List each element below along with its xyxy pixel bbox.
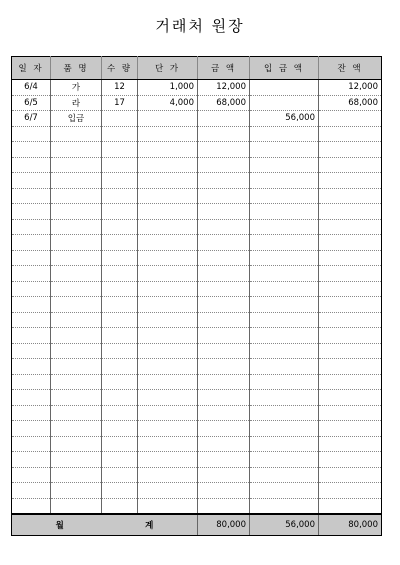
cell-item (51, 467, 102, 483)
table-row (12, 142, 382, 158)
cell-deposit (250, 405, 319, 421)
table-row (12, 498, 382, 514)
cell-deposit (250, 95, 319, 111)
cell-amount (198, 343, 250, 359)
cell-date (12, 250, 51, 266)
table-row (12, 452, 382, 468)
cell-price (138, 157, 198, 173)
table-row (12, 188, 382, 204)
cell-deposit (250, 126, 319, 142)
cell-deposit (250, 359, 319, 375)
cell-amount (198, 498, 250, 514)
cell-date (12, 405, 51, 421)
cell-item (51, 436, 102, 452)
table-row (12, 235, 382, 251)
cell-item (51, 390, 102, 406)
page-title: 거래처 원장 (155, 17, 245, 35)
cell-date (12, 173, 51, 189)
cell-balance (319, 126, 382, 142)
cell-amount (198, 405, 250, 421)
cell-balance (319, 452, 382, 468)
table-row (12, 126, 382, 142)
cell-price (138, 436, 198, 452)
total-amount: 80,000 (198, 514, 250, 536)
cell-deposit (250, 235, 319, 251)
cell-item: 가 (51, 80, 102, 96)
table-row (12, 219, 382, 235)
table-row (12, 111, 382, 127)
cell-qty (102, 235, 138, 251)
cell-amount (198, 436, 250, 452)
cell-item (51, 343, 102, 359)
cell-deposit (250, 281, 319, 297)
cell-balance (319, 173, 382, 189)
cell-deposit (250, 204, 319, 220)
cell-price (138, 390, 198, 406)
cell-date (12, 219, 51, 235)
table-row (12, 436, 382, 452)
cell-date (12, 297, 51, 313)
cell-amount (198, 204, 250, 220)
cell-item: 라 (51, 95, 102, 111)
cell-balance (319, 328, 382, 344)
cell-amount (198, 312, 250, 328)
cell-item (51, 235, 102, 251)
cell-item (51, 142, 102, 158)
cell-balance (319, 111, 382, 127)
cell-balance (319, 250, 382, 266)
cell-deposit (250, 142, 319, 158)
cell-amount (198, 281, 250, 297)
cell-amount (198, 157, 250, 173)
cell-deposit (250, 328, 319, 344)
cell-amount (198, 390, 250, 406)
cell-item (51, 157, 102, 173)
cell-balance (319, 188, 382, 204)
cell-price (138, 219, 198, 235)
table-row (12, 173, 382, 189)
cell-item (51, 204, 102, 220)
cell-amount (198, 111, 250, 127)
cell-amount (198, 266, 250, 282)
total-balance: 80,000 (319, 514, 382, 536)
cell-balance (319, 312, 382, 328)
cell-price: 1,000 (138, 80, 198, 96)
cell-amount (198, 297, 250, 313)
cell-qty: 12 (102, 80, 138, 96)
cell-balance: 12,000 (319, 80, 382, 96)
cell-balance (319, 142, 382, 158)
cell-deposit (250, 483, 319, 499)
cell-deposit (250, 297, 319, 313)
cell-price (138, 266, 198, 282)
cell-balance (319, 374, 382, 390)
cell-item: 입금 (51, 111, 102, 127)
cell-balance: 68,000 (319, 95, 382, 111)
cell-date: 6/4 (12, 80, 51, 96)
cell-amount (198, 142, 250, 158)
cell-amount: 12,000 (198, 80, 250, 96)
cell-qty: 17 (102, 95, 138, 111)
cell-price (138, 343, 198, 359)
cell-qty (102, 188, 138, 204)
table-row (12, 204, 382, 220)
cell-qty (102, 343, 138, 359)
header-qty: 수 량 (102, 57, 138, 80)
cell-date (12, 188, 51, 204)
cell-amount: 68,000 (198, 95, 250, 111)
cell-price (138, 188, 198, 204)
cell-balance (319, 359, 382, 375)
ledger-body (12, 80, 382, 515)
cell-balance (319, 405, 382, 421)
cell-date (12, 266, 51, 282)
cell-item (51, 126, 102, 142)
table-row (12, 297, 382, 313)
table-row (12, 328, 382, 344)
cell-deposit (250, 173, 319, 189)
table-row (12, 421, 382, 437)
cell-price (138, 328, 198, 344)
total-label-right: 계 (145, 521, 154, 531)
cell-balance (319, 219, 382, 235)
cell-date (12, 312, 51, 328)
table-row (12, 390, 382, 406)
cell-date (12, 157, 51, 173)
cell-balance (319, 281, 382, 297)
cell-date (12, 498, 51, 514)
cell-deposit (250, 467, 319, 483)
total-label-left: 월 (55, 521, 64, 531)
cell-balance (319, 483, 382, 499)
cell-deposit (250, 452, 319, 468)
cell-price (138, 297, 198, 313)
cell-item (51, 281, 102, 297)
cell-date (12, 436, 51, 452)
cell-deposit (250, 390, 319, 406)
cell-balance (319, 204, 382, 220)
cell-qty (102, 498, 138, 514)
cell-amount (198, 173, 250, 189)
total-row (12, 514, 382, 536)
cell-item (51, 250, 102, 266)
cell-date (12, 235, 51, 251)
cell-price (138, 111, 198, 127)
cell-date (12, 359, 51, 375)
cell-price (138, 421, 198, 437)
cell-item (51, 421, 102, 437)
cell-date (12, 328, 51, 344)
cell-balance (319, 235, 382, 251)
cell-deposit (250, 266, 319, 282)
table-row (12, 343, 382, 359)
cell-date (12, 204, 51, 220)
cell-price (138, 173, 198, 189)
cell-item (51, 498, 102, 514)
header-balance: 잔 액 (319, 57, 382, 80)
cell-amount (198, 188, 250, 204)
cell-amount (198, 452, 250, 468)
cell-balance (319, 297, 382, 313)
cell-date (12, 126, 51, 142)
cell-price (138, 250, 198, 266)
cell-item (51, 374, 102, 390)
cell-amount (198, 328, 250, 344)
table-row (12, 250, 382, 266)
cell-deposit (250, 498, 319, 514)
header-deposit: 입 금 액 (250, 57, 319, 80)
cell-amount (198, 421, 250, 437)
cell-qty (102, 359, 138, 375)
cell-price (138, 126, 198, 142)
table-row (12, 281, 382, 297)
cell-qty (102, 281, 138, 297)
cell-balance (319, 266, 382, 282)
table-row (12, 157, 382, 173)
cell-price (138, 405, 198, 421)
cell-item (51, 188, 102, 204)
cell-balance (319, 390, 382, 406)
cell-price (138, 235, 198, 251)
cell-deposit (250, 312, 319, 328)
cell-qty (102, 297, 138, 313)
table-row (12, 312, 382, 328)
cell-qty (102, 142, 138, 158)
header-date: 일 자 (12, 57, 51, 80)
cell-date (12, 281, 51, 297)
cell-amount (198, 374, 250, 390)
header-row (12, 57, 382, 80)
cell-amount (198, 359, 250, 375)
cell-amount (198, 219, 250, 235)
cell-deposit (250, 343, 319, 359)
cell-balance (319, 467, 382, 483)
cell-balance (319, 343, 382, 359)
cell-amount (198, 235, 250, 251)
table-row (12, 95, 382, 111)
cell-price: 4,000 (138, 95, 198, 111)
header-amount: 금 액 (198, 57, 250, 80)
total-label (12, 514, 198, 536)
cell-qty (102, 405, 138, 421)
cell-price (138, 483, 198, 499)
cell-deposit (250, 157, 319, 173)
cell-date (12, 343, 51, 359)
cell-qty (102, 111, 138, 127)
cell-qty (102, 312, 138, 328)
cell-item (51, 405, 102, 421)
table-row (12, 467, 382, 483)
cell-date (12, 390, 51, 406)
cell-deposit (250, 188, 319, 204)
cell-date (12, 374, 51, 390)
cell-price (138, 374, 198, 390)
cell-deposit (250, 250, 319, 266)
cell-deposit (250, 374, 319, 390)
cell-price (138, 467, 198, 483)
cell-qty (102, 219, 138, 235)
cell-date: 6/5 (12, 95, 51, 111)
cell-qty (102, 173, 138, 189)
cell-qty (102, 126, 138, 142)
table-row (12, 374, 382, 390)
cell-deposit (250, 436, 319, 452)
cell-item (51, 359, 102, 375)
cell-qty (102, 390, 138, 406)
cell-price (138, 359, 198, 375)
cell-deposit (250, 421, 319, 437)
table-row (12, 359, 382, 375)
cell-price (138, 281, 198, 297)
cell-item (51, 266, 102, 282)
cell-amount (198, 250, 250, 266)
table-row (12, 405, 382, 421)
cell-item (51, 483, 102, 499)
cell-date (12, 483, 51, 499)
cell-qty (102, 374, 138, 390)
cell-qty (102, 436, 138, 452)
cell-amount (198, 483, 250, 499)
cell-item (51, 452, 102, 468)
cell-qty (102, 266, 138, 282)
cell-amount (198, 467, 250, 483)
cell-date (12, 421, 51, 437)
cell-deposit (250, 80, 319, 96)
cell-balance (319, 436, 382, 452)
table-row (12, 266, 382, 282)
cell-price (138, 312, 198, 328)
cell-price (138, 204, 198, 220)
cell-balance (319, 498, 382, 514)
table-row (12, 80, 382, 96)
cell-item (51, 297, 102, 313)
cell-item (51, 328, 102, 344)
cell-balance (319, 157, 382, 173)
cell-balance (319, 421, 382, 437)
cell-date (12, 452, 51, 468)
cell-amount (198, 126, 250, 142)
cell-qty (102, 483, 138, 499)
header-item: 품 명 (51, 57, 102, 80)
cell-deposit: 56,000 (250, 111, 319, 127)
cell-qty (102, 452, 138, 468)
cell-qty (102, 421, 138, 437)
cell-item (51, 312, 102, 328)
cell-qty (102, 250, 138, 266)
cell-price (138, 142, 198, 158)
cell-item (51, 219, 102, 235)
ledger-table (11, 56, 382, 536)
cell-date (12, 467, 51, 483)
cell-qty (102, 204, 138, 220)
header-price: 단 가 (138, 57, 198, 80)
cell-date: 6/7 (12, 111, 51, 127)
cell-qty (102, 467, 138, 483)
cell-price (138, 452, 198, 468)
cell-date (12, 142, 51, 158)
cell-qty (102, 328, 138, 344)
cell-item (51, 173, 102, 189)
cell-deposit (250, 219, 319, 235)
total-deposit: 56,000 (250, 514, 319, 536)
cell-qty (102, 157, 138, 173)
cell-price (138, 498, 198, 514)
table-row (12, 483, 382, 499)
